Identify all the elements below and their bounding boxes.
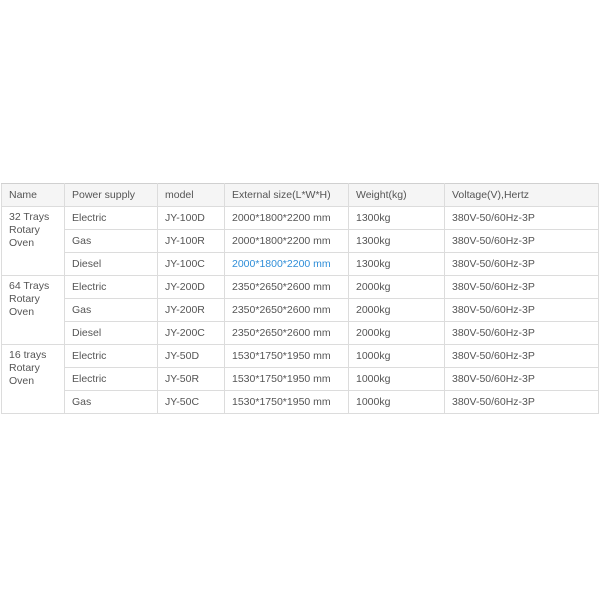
- voltage-cell: 380V-50/60Hz-3P: [445, 276, 599, 299]
- model-cell: JY-200D: [158, 276, 225, 299]
- power-supply-cell: Gas: [65, 230, 158, 253]
- product-name-cell: 64 Trays Rotary Oven: [2, 276, 65, 345]
- product-name-cell: 32 Trays Rotary Oven: [2, 207, 65, 276]
- model-cell: JY-50D: [158, 345, 225, 368]
- table-row: [2, 345, 599, 368]
- power-supply-cell: Electric: [65, 345, 158, 368]
- header-voltage: Voltage(V),Hertz: [445, 184, 599, 207]
- size-cell-link[interactable]: 2000*1800*2200 mm: [225, 253, 349, 276]
- size-cell: 2350*2650*2600 mm: [225, 299, 349, 322]
- size-cell: 2350*2650*2600 mm: [225, 322, 349, 345]
- size-cell: 1530*1750*1950 mm: [225, 368, 349, 391]
- size-cell: 1530*1750*1950 mm: [225, 345, 349, 368]
- size-cell: 2000*1800*2200 mm: [225, 207, 349, 230]
- table-row: [2, 391, 599, 414]
- table-row: [2, 322, 599, 345]
- power-supply-cell: Electric: [65, 207, 158, 230]
- header-name: Name: [2, 184, 65, 207]
- model-cell: JY-100D: [158, 207, 225, 230]
- model-cell: JY-100C: [158, 253, 225, 276]
- table-row: [2, 207, 599, 230]
- header-power-supply: Power supply: [65, 184, 158, 207]
- model-cell: JY-100R: [158, 230, 225, 253]
- voltage-cell: 380V-50/60Hz-3P: [445, 368, 599, 391]
- header-model: model: [158, 184, 225, 207]
- size-cell: 1530*1750*1950 mm: [225, 391, 349, 414]
- weight-cell: 1300kg: [349, 230, 445, 253]
- header-weight: Weight(kg): [349, 184, 445, 207]
- spec-table: [1, 183, 599, 414]
- table-row: [2, 253, 599, 276]
- table-row: [2, 230, 599, 253]
- table-header-row: [2, 184, 599, 207]
- power-supply-cell: Gas: [65, 299, 158, 322]
- weight-cell: 1000kg: [349, 391, 445, 414]
- spec-table-container: [1, 183, 598, 414]
- power-supply-cell: Gas: [65, 391, 158, 414]
- weight-cell: 2000kg: [349, 299, 445, 322]
- table-row: [2, 368, 599, 391]
- header-external-size: External size(L*W*H): [225, 184, 349, 207]
- weight-cell: 2000kg: [349, 322, 445, 345]
- voltage-cell: 380V-50/60Hz-3P: [445, 322, 599, 345]
- weight-cell: 1300kg: [349, 253, 445, 276]
- model-cell: JY-50R: [158, 368, 225, 391]
- voltage-cell: 380V-50/60Hz-3P: [445, 391, 599, 414]
- power-supply-cell: Electric: [65, 276, 158, 299]
- table-row: [2, 276, 599, 299]
- weight-cell: 2000kg: [349, 276, 445, 299]
- weight-cell: 1000kg: [349, 368, 445, 391]
- product-name-cell: 16 trays Rotary Oven: [2, 345, 65, 414]
- voltage-cell: 380V-50/60Hz-3P: [445, 230, 599, 253]
- size-cell: 2000*1800*2200 mm: [225, 230, 349, 253]
- power-supply-cell: Electric: [65, 368, 158, 391]
- weight-cell: 1000kg: [349, 345, 445, 368]
- power-supply-cell: Diesel: [65, 253, 158, 276]
- model-cell: JY-200R: [158, 299, 225, 322]
- voltage-cell: 380V-50/60Hz-3P: [445, 299, 599, 322]
- model-cell: JY-50C: [158, 391, 225, 414]
- voltage-cell: 380V-50/60Hz-3P: [445, 207, 599, 230]
- table-row: [2, 299, 599, 322]
- weight-cell: 1300kg: [349, 207, 445, 230]
- voltage-cell: 380V-50/60Hz-3P: [445, 253, 599, 276]
- size-cell: 2350*2650*2600 mm: [225, 276, 349, 299]
- power-supply-cell: Diesel: [65, 322, 158, 345]
- voltage-cell: 380V-50/60Hz-3P: [445, 345, 599, 368]
- model-cell: JY-200C: [158, 322, 225, 345]
